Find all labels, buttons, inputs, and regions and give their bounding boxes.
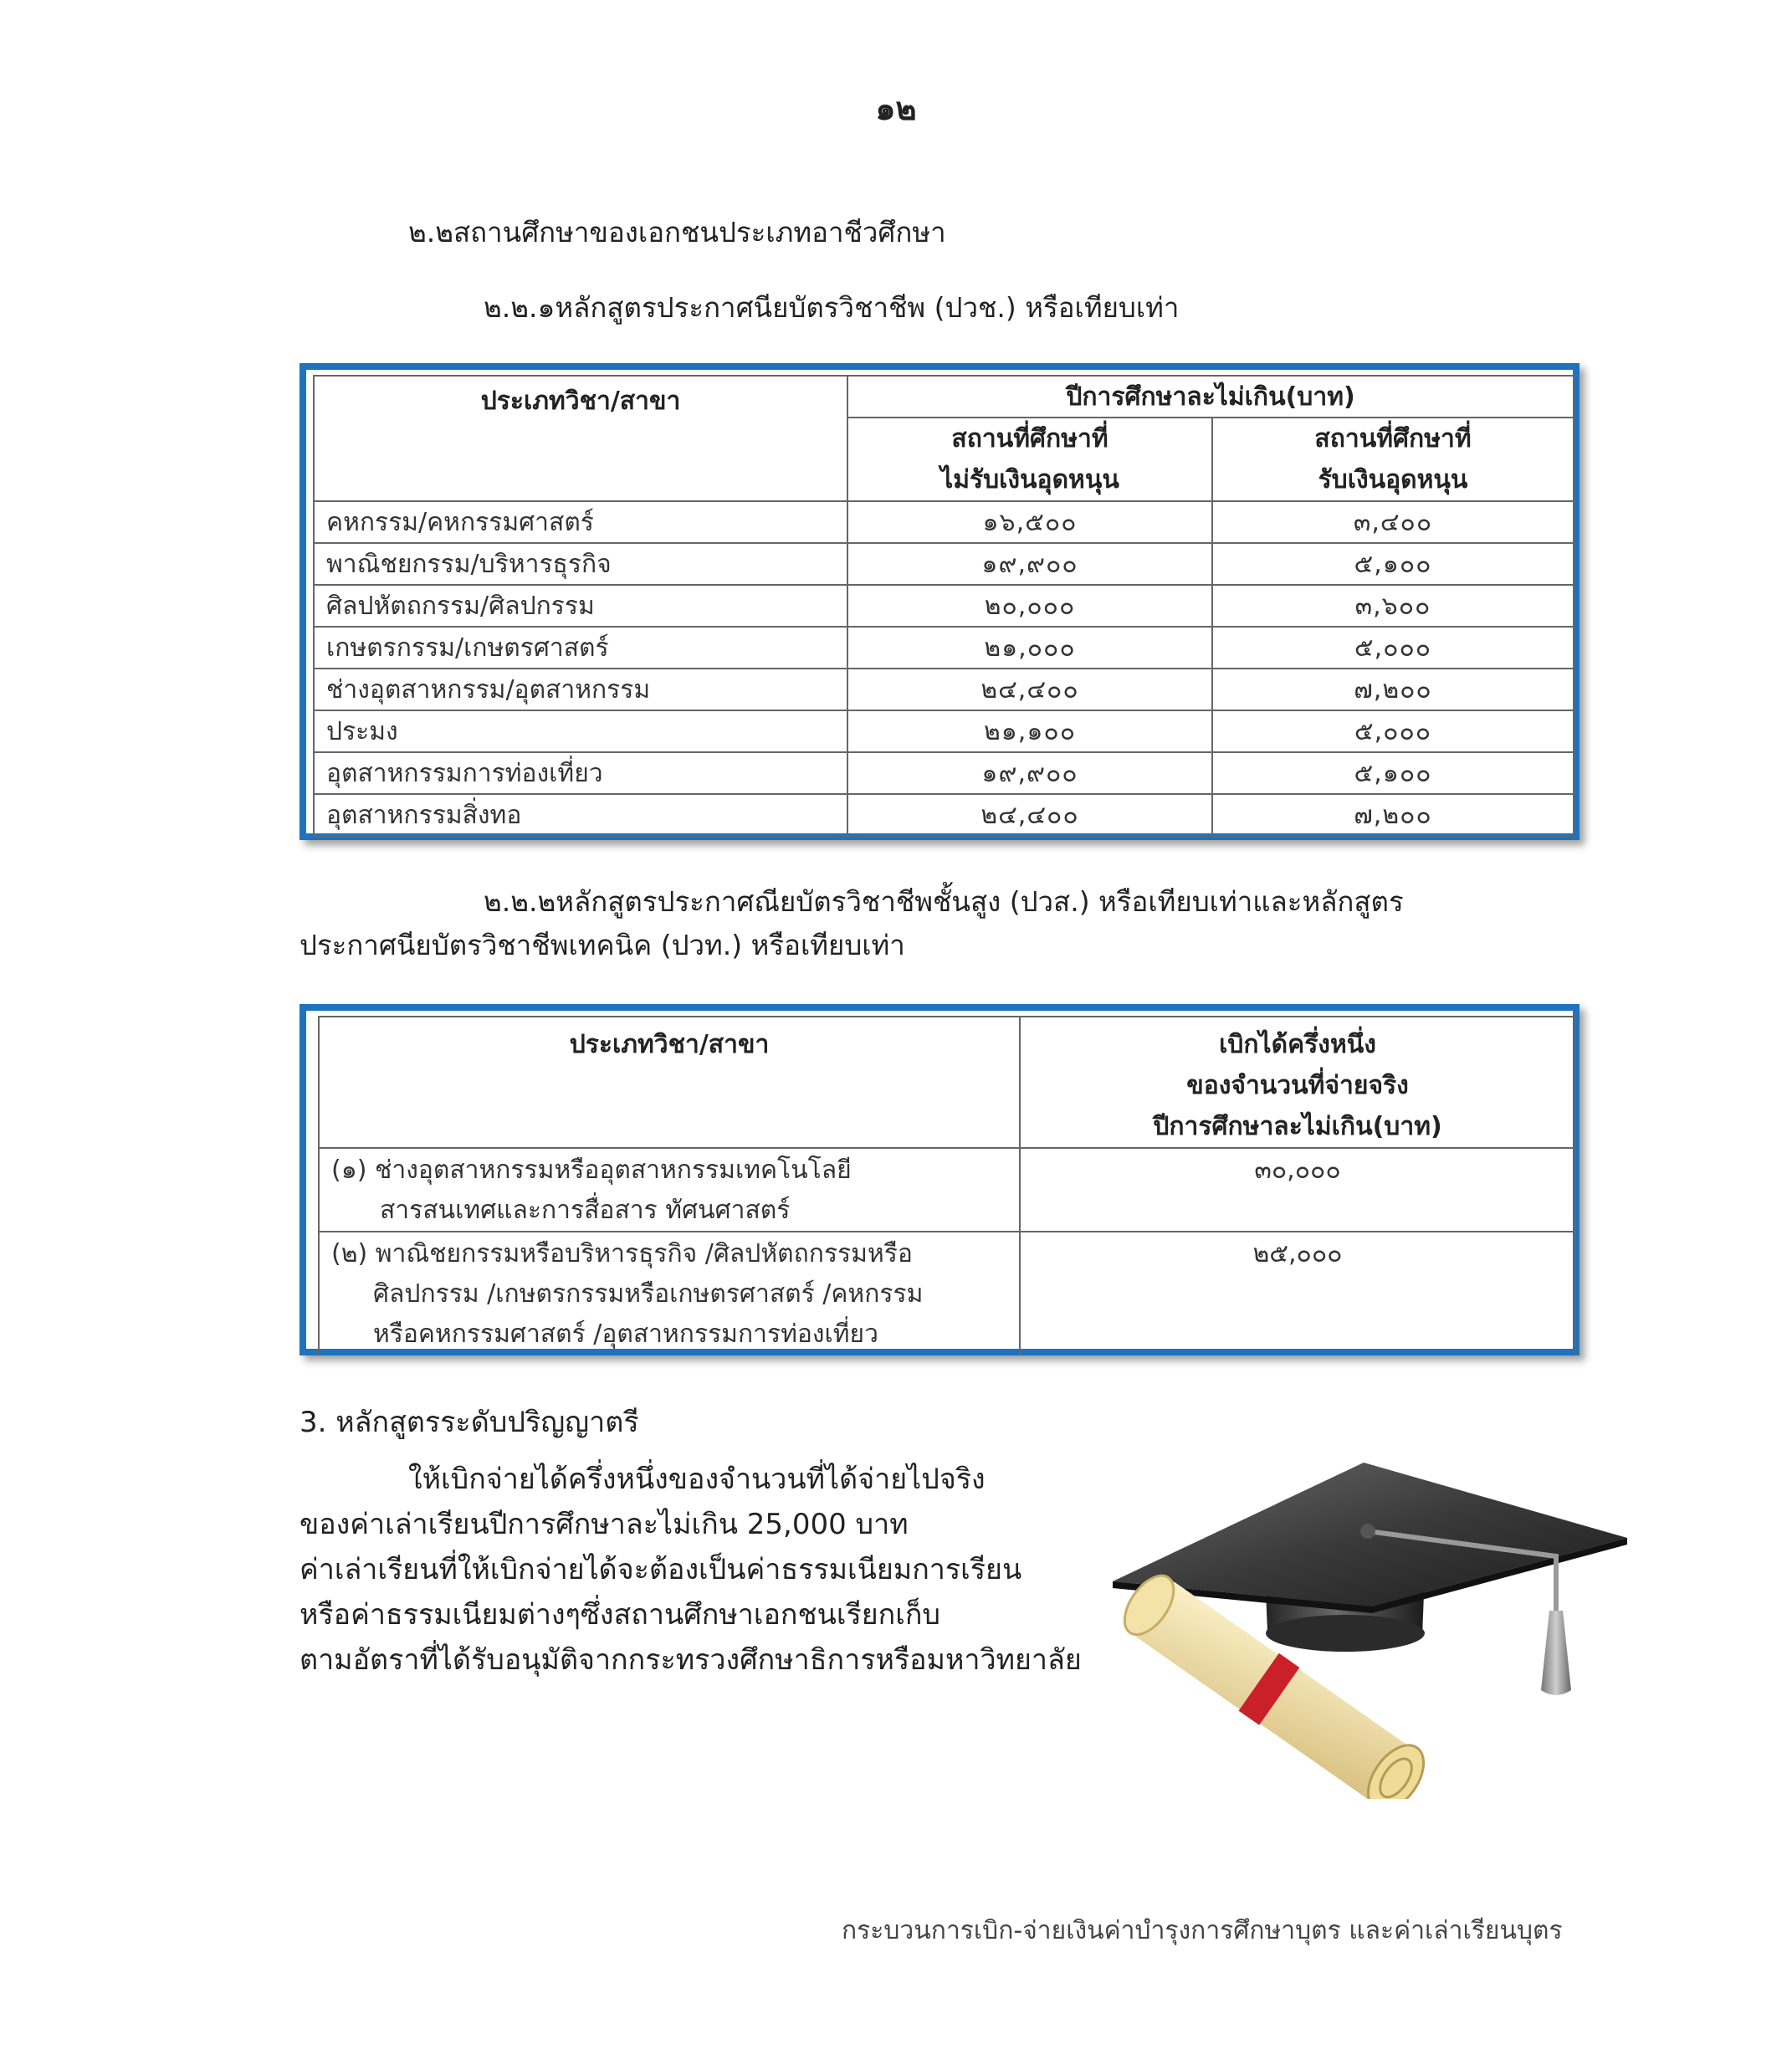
section-3-heading: 3. หลักสูตรระดับปริญญาตรี [300, 1406, 639, 1439]
table2-row1-line1: (๑) ช่างอุตสาหกรรมหรืออุตสาหกรรมเทคโนโลยี [331, 1155, 852, 1185]
table1-row-subsidy: ๗,๒๐๐ [1212, 794, 1574, 836]
table2-row2-value: ๒๕,๐๐๐ [1020, 1232, 1575, 1355]
table1-row-subsidy: ๗,๒๐๐ [1212, 669, 1574, 710]
table2-row2-line1: (๒) พาณิชยกรรมหรือบริหารธุรกิจ /ศิลปหัตถกรรมหรือ [331, 1239, 913, 1268]
table-row [319, 1148, 1575, 1232]
table1-group-header: ปีการศึกษาละไม่เกิน(บาท) [847, 376, 1574, 418]
table1-row-subsidy: ๕,๐๐๐ [1212, 627, 1574, 669]
table-row [319, 1232, 1575, 1355]
table1-row-subsidy: ๕,๐๐๐ [1212, 710, 1574, 752]
table2-col2-header-line3: ปีการศึกษาละไม่เกิน(บาท) [1153, 1112, 1442, 1141]
table-row [314, 627, 1574, 669]
section-3-line: หรือค่าธรรมเนียมต่างๆซึ่งสถานศึกษาเอกชนเรียกเก็บ [300, 1598, 940, 1632]
table2-row2-line2: ศิลปกรรม /เกษตรกรรมหรือเกษตรศาสตร์ /คหกรรม [373, 1279, 924, 1309]
table1-row-name: คหกรรม/คหกรรมศาสตร์ [314, 501, 847, 543]
section-3-line: ค่าเล่าเรียนที่ให้เบิกจ่ายได้จะต้องเป็นค่าธรรมเนียมการเรียน [300, 1553, 1022, 1586]
table1-col2-header-line1: สถานที่ศึกษาที่ [847, 418, 1212, 459]
higher-vocational-table [318, 1016, 1576, 1355]
table1-row-no-subsidy: ๑๖,๕๐๐ [847, 501, 1212, 543]
table2-col1-header: ประเภทวิชา/สาขา [319, 1017, 1020, 1148]
table1-row-subsidy: ๕,๑๐๐ [1212, 543, 1574, 585]
table-row [314, 794, 1574, 836]
table1-row-subsidy: ๓,๔๐๐ [1212, 501, 1574, 543]
table1-row-name: อุตสาหกรรมสิ่งทอ [314, 794, 847, 836]
footer-text: กระบวนการเบิก-จ่ายเงินค่าบำรุงการศึกษาบุตร และค่าเล่าเรียนบุตร [842, 1916, 1563, 1945]
table1-row-no-subsidy: ๒๑,๑๐๐ [847, 710, 1212, 752]
table1-row-name: ศิลปหัตถกรรม/ศิลปกรรม [314, 585, 847, 627]
section-3-line: ให้เบิกจ่ายได้ครึ่งหนึ่งของจำนวนที่ได้จ่ายไปจริง [408, 1463, 986, 1496]
page-number: ๑๒ [875, 90, 917, 127]
table1-col3-header-line2: รับเงินอุดหนุน [1212, 459, 1574, 501]
table1-row-no-subsidy: ๑๙,๙๐๐ [847, 752, 1212, 794]
table1-row-name: อุตสาหกรรมการท่องเที่ยว [314, 752, 847, 794]
table1-row-no-subsidy: ๑๙,๙๐๐ [847, 543, 1212, 585]
vocational-certificate-table [313, 375, 1574, 837]
table2-row2-name [319, 1232, 1020, 1355]
table-row [314, 501, 1574, 543]
section-2-2-heading: ๒.๒สถานศึกษาของเอกชนประเภทอาชีวศึกษา [408, 216, 946, 249]
table1-row-subsidy: ๕,๑๐๐ [1212, 752, 1574, 794]
section-2-2-2-heading-line1: ๒.๒.๒หลักสูตรประกาศณียบัตรวิชาชีพชั้นสูง (ปวส.) หรือเทียบเท่าและหลักสูตร [484, 885, 1404, 918]
table1-row-no-subsidy: ๒๑,๐๐๐ [847, 627, 1212, 669]
table1-col2-header-line2: ไม่รับเงินอุดหนุน [847, 459, 1212, 501]
table2-col2-header [1020, 1017, 1575, 1148]
table-row [314, 585, 1574, 627]
section-2-2-2-heading-line2: ประกาศนียบัตรวิชาชีพเทคนิค (ปวท.) หรือเทียบเท่า [300, 929, 905, 961]
section-3-line: ของค่าเล่าเรียนปีการศึกษาละไม่เกิน 25,000 บาท [300, 1508, 909, 1541]
table2-col2-header-line1: เบิกได้ครึ่งหนึ่ง [1219, 1030, 1376, 1059]
table1-row-subsidy: ๓,๖๐๐ [1212, 585, 1574, 627]
table1-col3-header-line1: สถานที่ศึกษาที่ [1212, 418, 1574, 459]
section-3-line: ตามอัตราที่ได้รับอนุมัติจากกระทรวงศึกษาธิการหรือมหาวิทยาลัย [300, 1643, 1082, 1677]
table2-col2-header-line2: ของจำนวนที่จ่ายจริง [1186, 1071, 1409, 1100]
table-row [314, 752, 1574, 794]
table2-row1-line2: สารสนเทศและการสื่อสาร ทัศนศาสตร์ [380, 1196, 791, 1225]
table-row [314, 669, 1574, 710]
table1-row-name: ประมง [314, 710, 847, 752]
table1-row-name: ช่างอุตสาหกรรม/อุตสาหกรรม [314, 669, 847, 710]
table1-row-name: เกษตรกรรม/เกษตรศาสตร์ [314, 627, 847, 669]
table1-row-no-subsidy: ๒๔,๔๐๐ [847, 794, 1212, 836]
table2-row2-line3: หรือคหกรรมศาสตร์ /อุตสาหกรรมการท่องเที่ยว [373, 1319, 878, 1349]
graduation-cap-diploma-icon [1088, 1439, 1640, 1799]
table-row [314, 543, 1574, 585]
table1-frame [300, 363, 1580, 840]
table1-row-no-subsidy: ๒๐,๐๐๐ [847, 585, 1212, 627]
table-row [314, 710, 1574, 752]
section-2-2-1-heading: ๒.๒.๑หลักสูตรประกาศนียบัตรวิชาชีพ (ปวช.) หรือเทียบเท่า [484, 291, 1180, 324]
table2-row1-value: ๓๐,๐๐๐ [1020, 1148, 1575, 1232]
table1-col1-header: ประเภทวิชา/สาขา [314, 376, 847, 501]
table2-frame [300, 1004, 1580, 1355]
table1-row-name: พาณิชยกรรม/บริหารธุรกิจ [314, 543, 847, 585]
table2-row1-name [319, 1148, 1020, 1232]
table1-row-no-subsidy: ๒๔,๔๐๐ [847, 669, 1212, 710]
